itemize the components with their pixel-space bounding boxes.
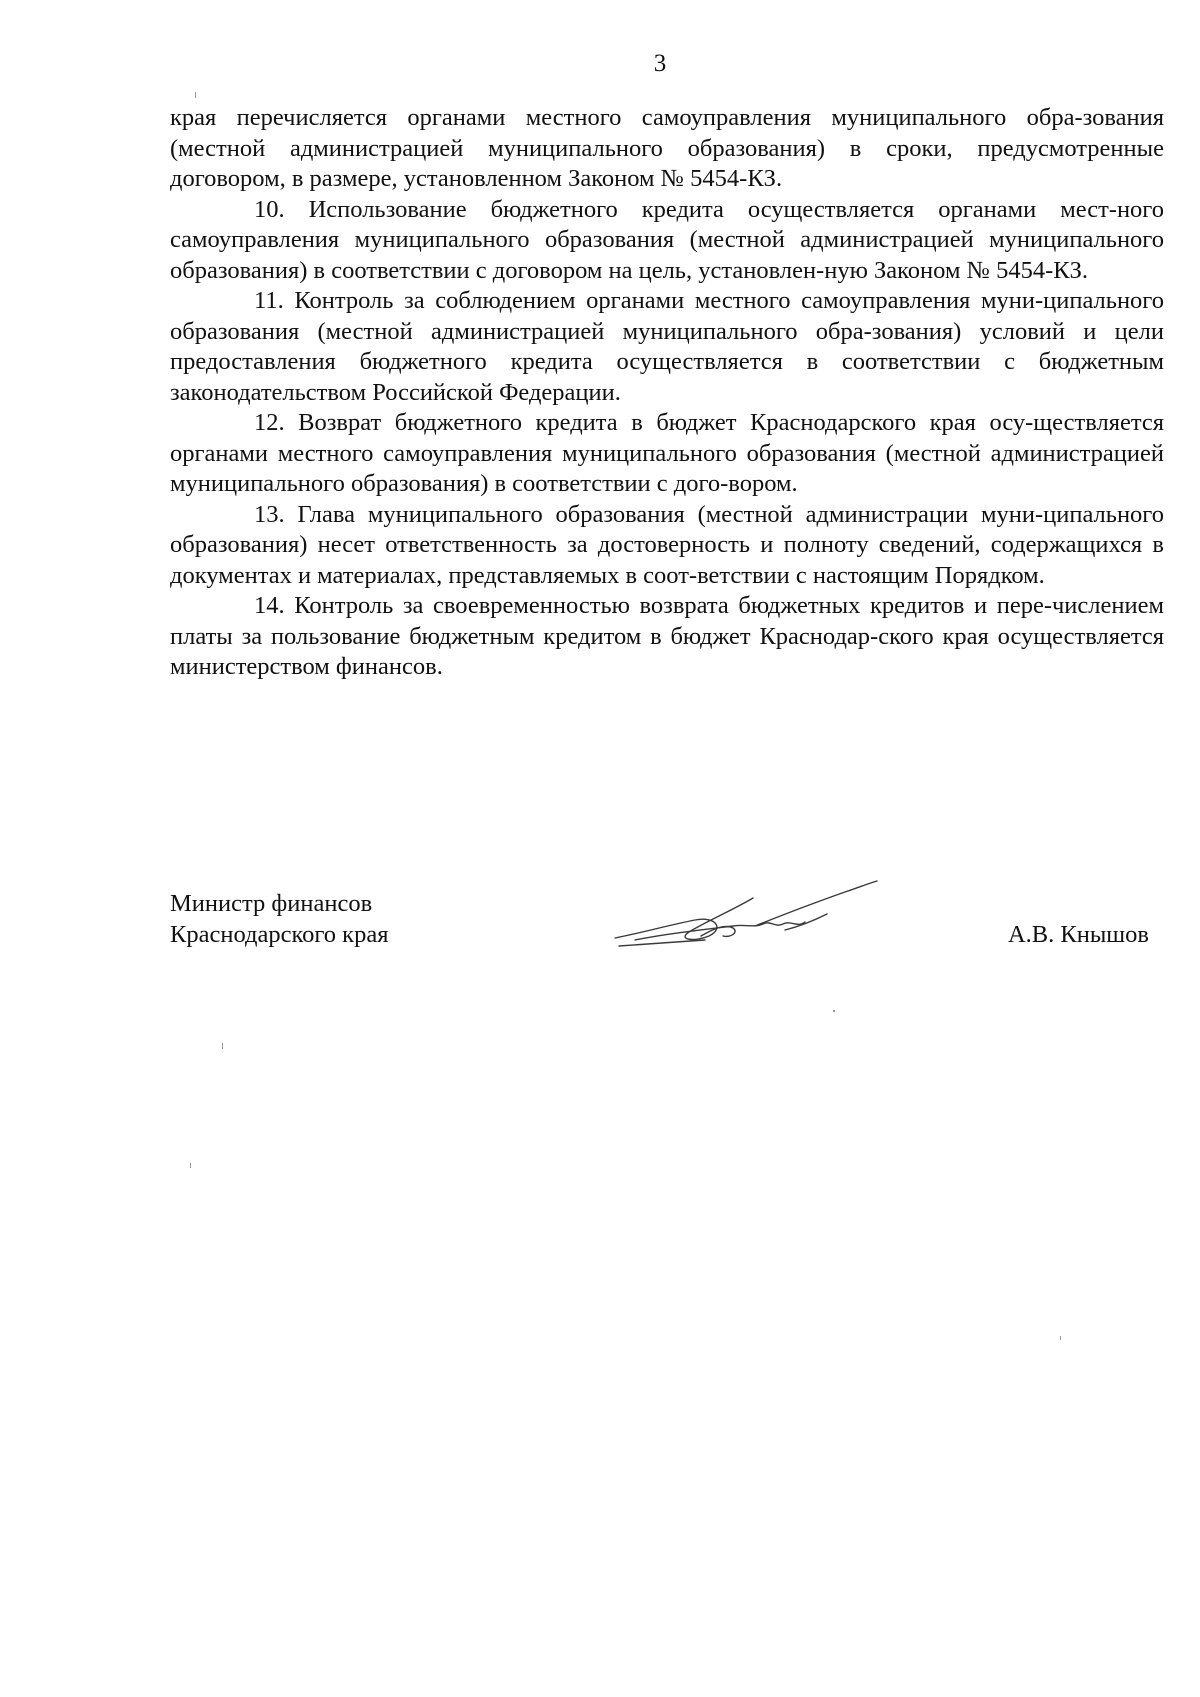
handwritten-signature <box>605 876 885 966</box>
signer-title-line1: Министр финансов <box>170 890 373 917</box>
paragraph-13: 13. Глава муниципального образования (местной администрации муни-ципального образования) несет ответственность за достоверность и полноту сведений, содержащихся в документах и материалах, представляемых в соот-ветствии с настоящим Порядком. <box>170 500 1164 589</box>
signature-block <box>170 888 1164 968</box>
scan-speck <box>190 1163 191 1168</box>
paragraph-11: 11. Контроль за соблюдением органами местного самоуправления муни-ципального образования (местной администрацией муниципального обра-зования) условий и цели предоставления бюджетного кредита осуществляется в соответствии с бюджетным законодательством Российской Федерации. <box>170 287 1164 406</box>
paragraph-14: 14. Контроль за своевременностью возврата бюджетных кредитов и пере-числением платы за пользование бюджетным кредитом в бюджет Краснодар-ского края осуществляется министерством финансов. <box>170 592 1164 680</box>
scan-speck <box>833 1010 835 1012</box>
page-number: 3 <box>653 50 667 77</box>
paragraph-10: 10. Использование бюджетного кредита осуществляется органами мест-ного самоуправления муниципального образования (местной администрацией муниципального образования) в соответствии с договором на цель, установлен-ную Законом № 5454-КЗ. <box>170 195 1164 284</box>
signer-name: А.В. Кнышов <box>1007 921 1149 948</box>
document-body <box>170 103 1164 683</box>
scan-speck <box>195 92 196 98</box>
scan-speck <box>1060 1336 1061 1340</box>
paragraph-12: 12. Возврат бюджетного кредита в бюджет Краснодарского края осу-ществляется органами местного самоуправления муниципального образования (местной администрацией муниципального образования) в соответствии с дого-вором. <box>170 409 1164 497</box>
scan-speck <box>222 1043 223 1049</box>
signer-title-line2: Краснодарского края <box>170 921 389 948</box>
paragraph-continuation: края перечисляется органами местного самоуправления муниципального обра-зования (местной администрацией муниципального образования) в сроки, предусмотренные договором, в размере, установленном Законом № 5454-КЗ. <box>170 104 1164 192</box>
signer-title <box>170 888 388 950</box>
